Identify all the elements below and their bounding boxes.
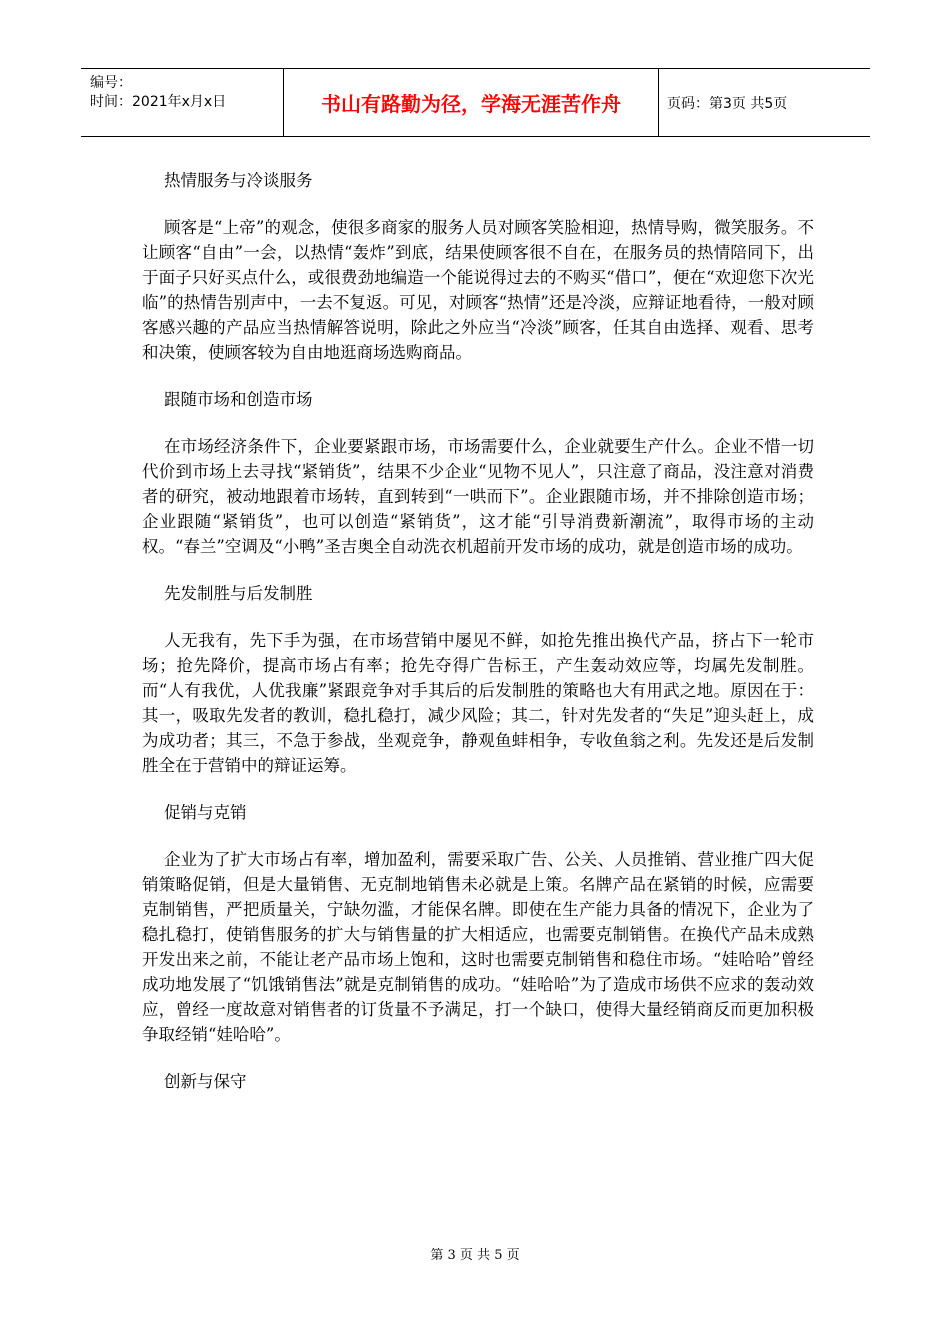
section-heading: 创新与保守: [164, 1072, 247, 1091]
section-heading: 促销与克销: [164, 803, 247, 822]
document-number-label: 编号：: [90, 75, 132, 91]
section-paragraph: 在市场经济条件下，企业要紧跟市场，市场需要什么，企业就要生产什么。企业不惜一切代价到市场上去寻找“紧销货”，结果不少企业“见物不见人”，只注意了商品，没注意对消费者的研究，被动地跟着市场转，直到转到“一哄而下”。企业跟随市场，并不排除创造市场；企业跟随“紧销货”，也可以创造“紧销货”，这才能“引导消费新潮流”，取得市场的主动权。“春兰”空调及“小鸭”圣吉奥全自动洗衣机超前开发市场的成功，就是创造市场的成功。: [142, 437, 814, 556]
header-page-number: 页码：第3页 共5页: [667, 95, 788, 112]
section-paragraph: 企业为了扩大市场占有率，增加盈利，需要采取广告、公关、人员推销、营业推广四大促销策略促销，但是大量销售、无克制地销售未必就是上策。名牌产品在紧销的时候，应需要克制销售，严把质量关，宁缺勿滥，才能保名牌。即使在生产能力具备的情况下，企业为了稳扎稳打，使销售服务的扩大与销售量的扩大相适应，也需要克制销售。在换代产品未成熟开发出来之前，不能让老产品市场上饱和，这时也需要克制销售和稳住市场。“娃哈哈”曾经成功地发展了“饥饿销售法”就是克制销售的成功。“娃哈哈”为了造成市场供不应求的轰动效应，曾经一度故意对销售者的订货量不予满足，打一个缺口，使得大量经销商反而更加积极争取经销“娃哈哈”。: [142, 850, 814, 1044]
page-header: [81, 68, 870, 137]
section-heading: 先发制胜与后发制胜: [164, 584, 313, 603]
header-slogan: 书山有路勤为径，学海无涯苦作舟: [321, 92, 621, 116]
section-heading: 热情服务与冷谈服务: [164, 171, 313, 190]
section-paragraph: 顾客是“上帝”的观念，使很多商家的服务人员对顾客笑脸相迎，热情导购，微笑服务。不让顾客“自由”一会，以热情“轰炸”到底，结果使顾客很不自在，在服务员的热情陪同下，出于面子只好买点什么，或很费劲地编造一个能说得过去的不购买“借口”，便在“欢迎您下次光临”的热情告别声中，一去不复返。可见，对顾客“热情”还是冷淡，应辩证地看待，一般对顾客感兴趣的产品应当热情解答说明，除此之外应当“冷淡”顾客，任其自由选择、观看、思考和决策，使顾客较为自由地逛商场选购商品。: [142, 218, 814, 362]
document-time-label: 时间：2021年x月x日: [90, 94, 227, 110]
header-meta: [81, 69, 284, 136]
header-slogan-cell: [284, 69, 659, 136]
section-paragraph: 人无我有，先下手为强，在市场营销中屡见不鲜，如抢先推出换代产品，挤占下一轮市场；抢先降价，提高市场占有率；抢先夺得广告标王，产生轰动效应等，均属先发制胜。而“人有我优，人优我廉”紧跟竞争对手其后的后发制胜的策略也大有用武之地。原因在于：其一，吸取先发者的教训，稳扎稳打，减少风险；其二，针对先发者的“失足”迎头赶上，成为成功者；其三，不急于参战，坐观竞争，静观鱼蚌相争，专收鱼翁之利。先发还是后发制胜全在于营销中的辩证运筹。: [142, 631, 814, 775]
document-body: [142, 168, 814, 1116]
section-heading: 跟随市场和创造市场: [164, 390, 313, 409]
page-footer: 第 3 页 共 5 页: [430, 1248, 520, 1263]
